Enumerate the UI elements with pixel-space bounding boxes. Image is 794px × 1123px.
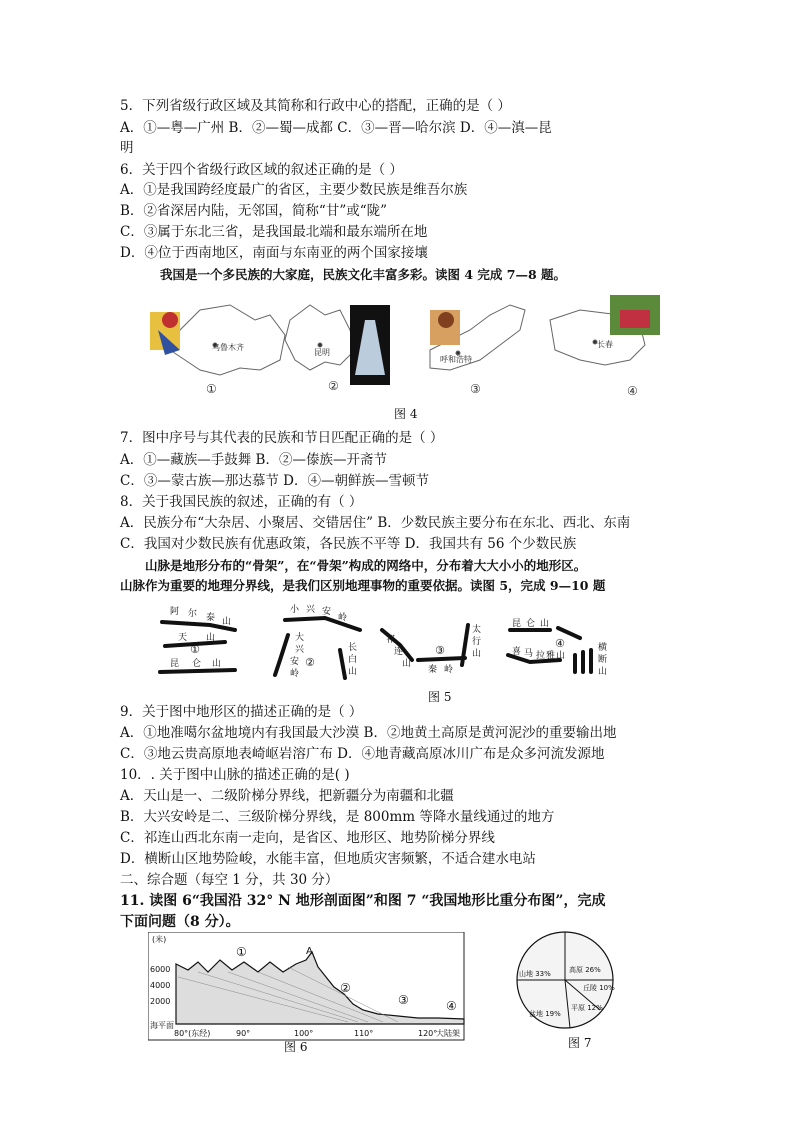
q9-options-ab: A．①地准噶尔盆地境内有我国最大沙漠 B．②地黄土高原是黄河泥沙的重要输出地 (120, 725, 617, 741)
dancer-figure-1 (150, 312, 180, 355)
svg-text:白: 白 (348, 655, 358, 665)
xiaoxinganling-line (285, 618, 360, 630)
svg-text:大: 大 (295, 633, 305, 643)
q9-options-cd: C．③地云贵高原地表崎岖岩溶广布 D．④地青藏高原冰川广布是众多河流发源地 (120, 746, 605, 762)
svg-text:行: 行 (472, 637, 482, 647)
svg-text:兴: 兴 (295, 645, 305, 655)
svg-text:6000: 6000 (150, 965, 171, 974)
svg-text:④: ④ (446, 999, 457, 1013)
svg-text:海平面: 海平面 (150, 1021, 174, 1030)
svg-text:90°: 90° (236, 1029, 251, 1038)
svg-text:连: 连 (394, 647, 404, 657)
svg-text:泰: 泰 (206, 613, 216, 623)
figure-6-caption: 图 6 (284, 1040, 308, 1054)
y-unit: (米) (152, 935, 167, 944)
q9-stem: 9．关于图中地形区的描述正确的是（ ） (120, 704, 363, 720)
svg-text:山: 山 (540, 619, 550, 629)
svg-text:平原 12%: 平原 12% (571, 1004, 603, 1012)
svg-text:岭: 岭 (290, 669, 300, 679)
svg-text:A: A (306, 946, 313, 957)
svg-text:太: 太 (472, 625, 482, 635)
svg-text:横: 横 (598, 643, 608, 653)
q10-option-a: A．天山是一、二级阶梯分界线，把新疆分为南疆和北疆 (120, 788, 454, 804)
fig4-num-2: ② (328, 379, 339, 393)
q7-stem: 7．图中序号与其代表的民族和节日匹配正确的是（ ） (120, 430, 444, 446)
hengduan-line (575, 650, 591, 672)
svg-text:安: 安 (290, 657, 300, 667)
figure-5 (150, 600, 630, 690)
svg-text:120°: 120° (418, 1029, 438, 1038)
q6-option-d: D．④位于西南地区，南面与东南亚的两个国家接壤 (120, 245, 428, 261)
dancer-figure-2 (350, 305, 390, 385)
svg-text:兴: 兴 (306, 605, 316, 615)
q5-options: A．①—粤—广州 B．②—蜀—成都 C．③—晋—哈尔滨 D．④—滇—昆 (120, 120, 552, 136)
svg-text:山: 山 (222, 617, 232, 627)
q6-stem: 6．关于四个省级行政区域的叙述正确的是（ ） (120, 162, 403, 178)
fig4-num-3: ③ (470, 382, 481, 396)
svg-text:岭: 岭 (338, 613, 348, 623)
svg-text:高原 26%: 高原 26% (569, 966, 601, 974)
q6-option-a: A．①是我国跨经度最广的省区，主要少数民族是维吾尔族 (120, 182, 468, 198)
changbaishan-line (340, 650, 345, 678)
svg-text:秦: 秦 (428, 665, 438, 675)
svg-text:110°: 110° (354, 1029, 374, 1038)
svg-text:雅: 雅 (546, 651, 556, 661)
q10-option-d: D．横断山区地势险峻，水能丰富，但地质灾害频繁，不适合建水电站 (120, 851, 536, 867)
svg-text:天: 天 (178, 633, 188, 643)
intro-figure-4: 我国是一个多民族的大家庭，民族文化丰富多彩。读图 4 完成 7—8 题。 (160, 267, 567, 282)
city-changchun: 长春 (597, 340, 613, 349)
svg-text:②: ② (340, 981, 351, 995)
svg-text:祁: 祁 (386, 635, 396, 645)
svg-text:昆: 昆 (512, 619, 522, 629)
svg-text:山: 山 (206, 633, 216, 643)
svg-text:2000: 2000 (150, 997, 171, 1006)
q6-option-c: C．③属于东北三省，是我国最北端和最东端所在地 (120, 224, 428, 240)
svg-text:喜: 喜 (512, 647, 522, 657)
q11-line2: 下面问题（8 分）。 (120, 914, 240, 930)
city-urumqi: 乌鲁木齐 (212, 343, 244, 352)
svg-text:丘陵 10%: 丘陵 10% (583, 984, 615, 992)
svg-text:③: ③ (435, 644, 445, 657)
map-yunnan (285, 305, 355, 370)
city-hohhot: 呼和浩特 (440, 355, 472, 364)
svg-text:阿: 阿 (170, 607, 180, 617)
swing-figure-4 (610, 295, 660, 335)
kunlun-mountain-line (160, 670, 235, 672)
intro-figure-5-line1: 山脉是地形分布的“骨架”，在“骨架”构成的网络中，分布着大大小小的地形区。 (145, 558, 587, 573)
q11-line1: 11. 读图 6“我国沿 32° N 地形剖面图”和图 7 “我国地形比重分布图”，完成 (120, 893, 606, 909)
svg-text:4000: 4000 (150, 981, 171, 990)
q7-options-ab: A．①—藏族—手鼓舞 B．②—傣族—开斋节 (120, 452, 387, 468)
svg-text:①: ① (236, 945, 247, 959)
q8-stem: 8．关于我国民族的叙述，正确的有（ ） (120, 494, 363, 510)
figure-5-caption: 图 5 (428, 690, 452, 704)
figure-4 (140, 290, 700, 420)
dancer-figure-3 (430, 310, 460, 345)
svg-text:100°: 100° (294, 1029, 314, 1038)
svg-text:仑: 仑 (192, 659, 202, 669)
q7-options-cd: C．③—蒙古族—那达慕节 D．④—朝鲜族—雪顿节 (120, 473, 429, 489)
svg-text:山: 山 (472, 649, 482, 659)
qinling-line (418, 658, 465, 660)
svg-text:山: 山 (598, 667, 608, 677)
svg-text:安: 安 (322, 607, 332, 617)
svg-text:大陆架: 大陆架 (436, 1029, 460, 1038)
q10-option-b: B．大兴安岭是二、三级阶梯分界线，是 800mm 等降水量线通过的地方 (120, 809, 555, 825)
q10-option-c: C．祁连山西北东南一走向，是省区、地形区、地势阶梯分界线 (120, 830, 495, 846)
q5-wrap: 明 (120, 140, 134, 156)
q6-option-b: B．②省深居内陆，无邻国，简称“甘”或“陇” (120, 203, 388, 219)
figure-6-profile (148, 932, 466, 1042)
svg-text:拉: 拉 (536, 651, 546, 661)
svg-text:尔: 尔 (188, 609, 198, 619)
svg-text:小: 小 (290, 605, 300, 615)
svg-text:山: 山 (212, 659, 222, 669)
map-xinjiang (170, 305, 285, 375)
q8-options-ab: A．民族分布“大杂居、小聚居、交错居住” B．少数民族主要分布在东北、西北、东南 (120, 515, 631, 531)
svg-text:盆地 19%: 盆地 19% (529, 1010, 561, 1018)
q10-stem: 10．. 关于图中山脉的描述正确的是( ) (120, 767, 350, 783)
svg-text:山: 山 (348, 667, 358, 677)
svg-text:断: 断 (598, 655, 608, 665)
figure-7-pie (505, 930, 625, 1030)
svg-text:山: 山 (402, 659, 412, 669)
svg-text:山地 33%: 山地 33% (519, 970, 551, 978)
svg-text:①: ① (190, 643, 200, 656)
figure-7-caption: 图 7 (568, 1036, 592, 1050)
q5-stem: 5．下列省级行政区域及其简称和行政中心的搭配，正确的是（ ） (120, 98, 511, 114)
svg-text:长: 长 (348, 643, 358, 653)
svg-text:马: 马 (524, 649, 534, 659)
daxinganling-line (275, 635, 288, 675)
svg-text:山: 山 (556, 651, 566, 661)
intro-figure-5-line2: 山脉作为重要的地理分界线，是我们区别地理事物的重要依据。读图 5，完成 9—10 题 (120, 578, 606, 593)
svg-text:昆: 昆 (170, 659, 180, 669)
figure-4-caption: 图 4 (394, 407, 418, 421)
svg-text:80°(东经): 80°(东经) (174, 1029, 211, 1038)
q8-options-cd: C．我国对少数民族有优惠政策，各民族不平等 D．我国共有 56 个少数民族 (120, 536, 577, 552)
svg-text:②: ② (305, 656, 315, 669)
svg-text:③: ③ (398, 993, 409, 1007)
city-kunming: 昆明 (314, 348, 330, 357)
section-2-heading: 二、综合题（每空 1 分，共 30 分） (120, 872, 339, 888)
svg-text:仑: 仑 (526, 619, 536, 629)
svg-text:④: ④ (555, 637, 565, 650)
svg-text:岭: 岭 (444, 665, 454, 675)
fig4-num-4: ④ (627, 384, 638, 398)
fig4-num-1: ① (206, 382, 217, 396)
